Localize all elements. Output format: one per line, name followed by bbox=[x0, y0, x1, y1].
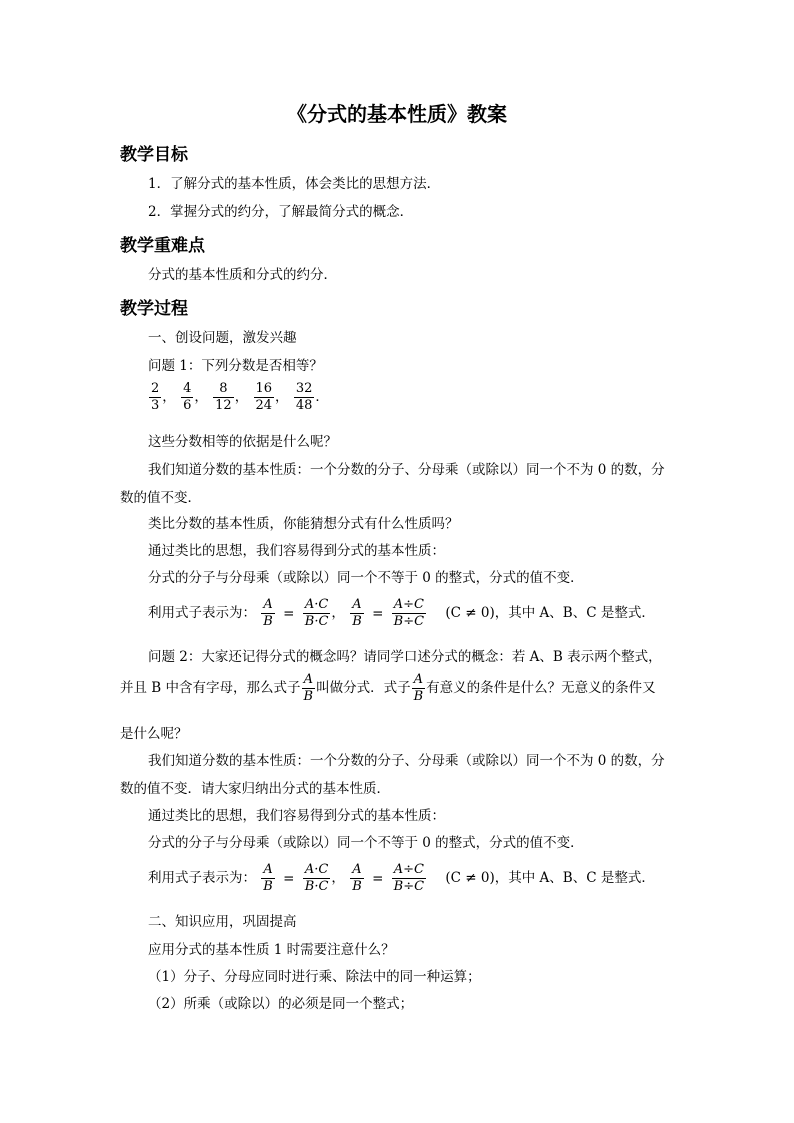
through-analogy-2: 通过类比的思想，我们容易得到分式的基本性质： bbox=[148, 808, 445, 824]
fraction-8-12: $\frac{8}{12}$ bbox=[215, 381, 232, 413]
goal-2: 2．掌握分式的约分，了解最简分式的概念． bbox=[148, 204, 414, 220]
section-1-title: 一、创设问题，激发兴趣 bbox=[148, 330, 297, 346]
question-1-basis: 这些分数相等的依据是什么呢？ bbox=[148, 434, 337, 450]
formula-tail: ，其中 A、B、C 是整式． bbox=[494, 605, 655, 621]
comma: ， bbox=[194, 389, 208, 405]
known-property-2a: 我们知道分数的基本性质：一个分数的分子、分母乘（或除以）同一个不为 0 的数，分 bbox=[148, 753, 665, 769]
formula-line-2: 利用式子表示为： $\frac{A}{B}$ = $\frac{A\cdot C}{B\cdot C}$ ， $\frac{A}{B}$ = $\frac{A\div C}{B\div C}$ (C ≠ 0)，其中 A、B、C 是整式． bbox=[148, 862, 655, 894]
fraction-a-over-b: $\frac{A}{B}$ bbox=[352, 597, 362, 629]
known-property-1b: 数的值不变． bbox=[120, 490, 201, 506]
section-2-title: 二、知识应用，巩固提高 bbox=[148, 914, 297, 930]
period: ． bbox=[315, 389, 329, 405]
fraction-list bbox=[148, 381, 329, 414]
fraction-32-48: $\frac{32}{48}$ bbox=[295, 381, 313, 413]
fraction-2-3: $\frac{2}{3}$ bbox=[151, 381, 160, 413]
analogy-question: 类比分数的基本性质，你能猜想分式有什么性质吗？ bbox=[148, 516, 459, 532]
fraction-16-24: $\frac{16}{24}$ bbox=[255, 381, 273, 413]
page-title: 《分式的基本性质》教案 bbox=[287, 102, 507, 126]
through-analogy-1: 通过类比的思想，我们容易得到分式的基本性质： bbox=[148, 543, 445, 559]
heading-key-points: 教学重难点 bbox=[120, 236, 205, 256]
goal-1: 1．了解分式的基本性质，体会类比的思想方法． bbox=[148, 176, 441, 192]
question-2b: 并且 B 中含有字母，那么式子 $\frac{A}{B}$ 叫做分式．式子 $\frac{A}{B}$ 有意义的条件是什么？无意义的条件又 bbox=[120, 672, 656, 704]
fraction-a-over-b: $\frac{A}{B}$ bbox=[413, 672, 424, 704]
fraction-a-over-b: $\frac{A}{B}$ bbox=[303, 672, 314, 704]
formula-line-1: 利用式子表示为： $\frac{A}{B}$ = $\frac{A\cdot C}{B\cdot C}$ ， $\frac{A}{B}$ = $\frac{A\div C}{B\div C}$ (C ≠ 0)，其中 A、B、C 是整式． bbox=[148, 597, 655, 629]
key-points-text: 分式的基本性质和分式的约分． bbox=[148, 267, 337, 283]
fraction-a-over-b: $\frac{A}{B}$ bbox=[263, 597, 273, 629]
comma: ， bbox=[234, 389, 249, 405]
fraction-4-6: $\frac{4}{6}$ bbox=[183, 381, 192, 413]
fraction-property-2: 分式的分子与分母乘（或除以）同一个不等于 0 的整式，分式的值不变． bbox=[148, 835, 584, 851]
known-property-1a: 我们知道分数的基本性质：一个分数的分子、分母乘（或除以）同一个不为 0 的数，分 bbox=[148, 462, 665, 478]
known-property-2b: 数的值不变．请大家归纳出分式的基本性质． bbox=[120, 781, 390, 797]
fraction-ac-over-bc: $\frac{A\cdot C}{B\cdot C}$ bbox=[304, 862, 329, 894]
question-2a: 问题 2：大家还记得分式的概念吗？请同学口述分式的概念：若 A、B 表示两个整式， bbox=[148, 649, 662, 665]
heading-teaching-goals: 教学目标 bbox=[120, 145, 188, 165]
fraction-a-over-b: $\frac{A}{B}$ bbox=[352, 862, 362, 894]
fraction-a-div-c-over-b-div-c: $\frac{A\div C}{B\div C}$ bbox=[393, 862, 425, 894]
heading-teaching-process: 教学过程 bbox=[120, 299, 188, 319]
question-3: 应用分式的基本性质 1 时需要注意什么？ bbox=[148, 942, 395, 958]
note-2: （2）所乘（或除以）的必须是同一个整式； bbox=[148, 996, 414, 1012]
comma: ， bbox=[275, 389, 289, 405]
note-1: （1）分子、分母应同时进行乘、除法中的同一种运算； bbox=[148, 969, 481, 985]
condition: (C ≠ 0) bbox=[445, 605, 495, 621]
formula-tail: ，其中 A、B、C 是整式． bbox=[494, 870, 655, 886]
fraction-ac-over-bc: $\frac{A\cdot C}{B\cdot C}$ bbox=[304, 597, 329, 629]
condition: (C ≠ 0) bbox=[445, 870, 495, 886]
comma: ， bbox=[162, 389, 176, 405]
fraction-property-1: 分式的分子与分母乘（或除以）同一个不等于 0 的整式，分式的值不变． bbox=[148, 570, 584, 586]
question-2c: 是什么呢？ bbox=[120, 726, 188, 742]
fraction-a-div-c-over-b-div-c: $\frac{A\div C}{B\div C}$ bbox=[393, 597, 425, 629]
fraction-a-over-b: $\frac{A}{B}$ bbox=[263, 862, 273, 894]
question-1: 问题 1：下列分数是否相等？ bbox=[148, 358, 323, 374]
